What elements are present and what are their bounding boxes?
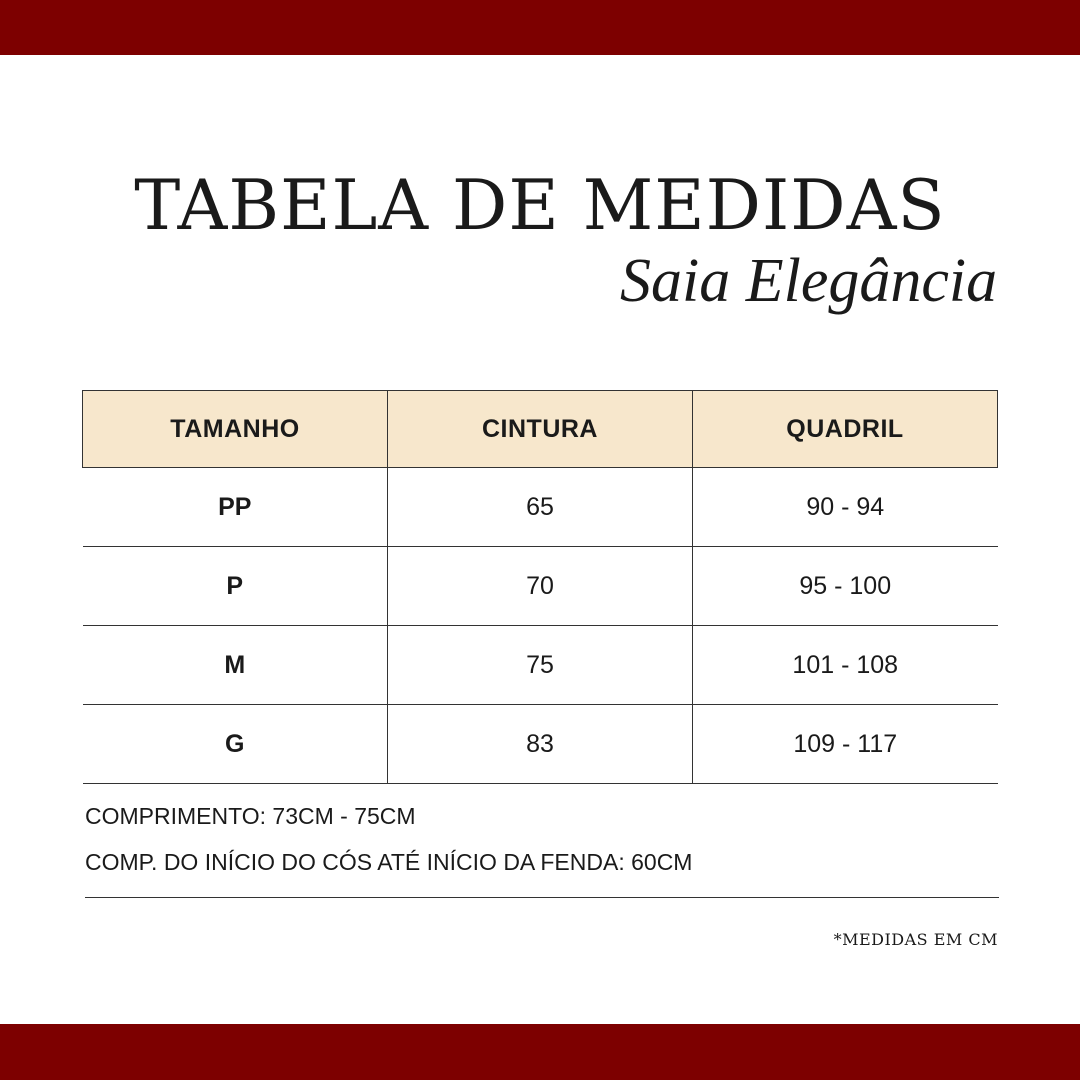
column-header-waist: CINTURA xyxy=(388,391,693,468)
page-title: TABELA DE MEDIDAS xyxy=(134,166,946,246)
size-cell: G xyxy=(83,705,388,784)
hip-cell: 95 - 100 xyxy=(693,547,998,626)
divider xyxy=(85,897,999,898)
bottom-banner xyxy=(0,1024,1080,1080)
table-row xyxy=(83,626,998,705)
hip-cell: 109 - 117 xyxy=(693,705,998,784)
size-cell: PP xyxy=(83,468,388,547)
table-row xyxy=(83,547,998,626)
table-row xyxy=(83,705,998,784)
table-header-row xyxy=(83,391,998,468)
product-subtitle: Saia Elegância xyxy=(620,247,998,315)
waist-cell: 83 xyxy=(388,705,693,784)
top-banner xyxy=(0,0,1080,55)
length-note: COMPRIMENTO: 73CM - 75CM xyxy=(85,803,416,829)
hip-cell: 101 - 108 xyxy=(693,626,998,705)
table-row xyxy=(83,468,998,547)
slit-note: COMP. DO INÍCIO DO CÓS ATÉ INÍCIO DA FENDA: 60CM xyxy=(85,849,693,875)
size-cell: M xyxy=(83,626,388,705)
size-table xyxy=(82,390,998,784)
waist-cell: 75 xyxy=(388,626,693,705)
size-cell: P xyxy=(83,547,388,626)
waist-cell: 70 xyxy=(388,547,693,626)
waist-cell: 65 xyxy=(388,468,693,547)
units-footnote: *MEDIDAS EM CM xyxy=(833,930,998,949)
hip-cell: 90 - 94 xyxy=(693,468,998,547)
column-header-hip: QUADRIL xyxy=(693,391,998,468)
column-header-size: TAMANHO xyxy=(83,391,388,468)
